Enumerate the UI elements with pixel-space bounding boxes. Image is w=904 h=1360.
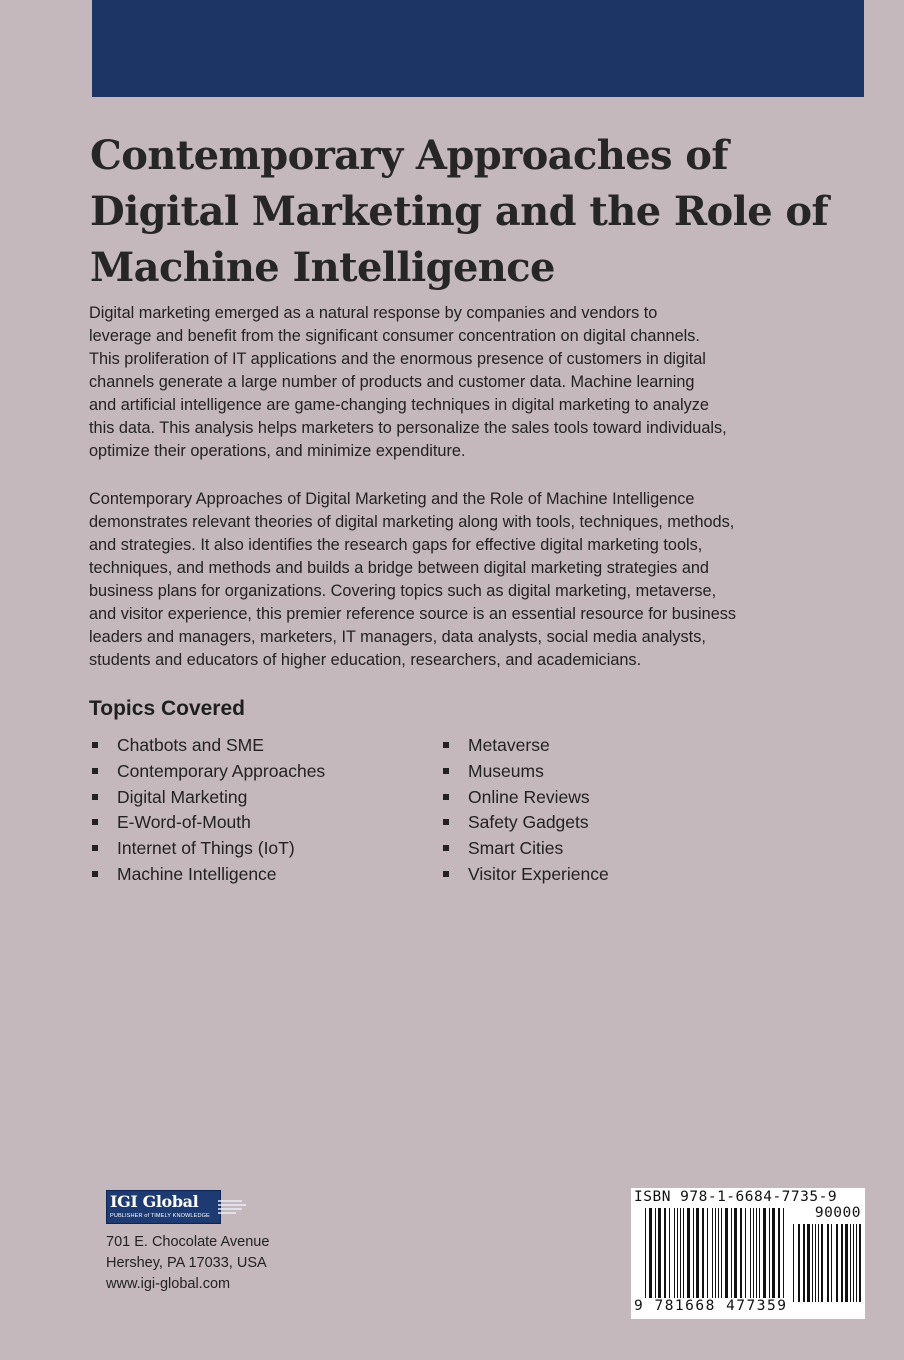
barcode-bar xyxy=(763,1208,766,1302)
barcode-bar xyxy=(680,1208,681,1302)
topic-label: Safety Gadgets xyxy=(468,812,589,833)
topic-label: Metaverse xyxy=(468,735,550,755)
topics-list-left xyxy=(92,733,325,888)
barcode-addon-digits: 90000 xyxy=(814,1205,861,1221)
barcode-bar xyxy=(850,1224,851,1302)
barcode-bar xyxy=(712,1208,713,1302)
barcode-bar xyxy=(721,1208,722,1302)
topic-item xyxy=(92,810,325,836)
barcode-bar xyxy=(734,1208,737,1302)
bullet-icon xyxy=(443,742,449,748)
barcode-bar xyxy=(669,1208,670,1302)
barcode-bar xyxy=(845,1224,848,1302)
barcode-bar xyxy=(715,1208,716,1302)
bullet-icon xyxy=(92,871,98,877)
barcode-bar xyxy=(827,1224,829,1302)
bullet-icon xyxy=(443,819,449,825)
description-line: optimize their operations, and minimize expenditure. xyxy=(89,442,466,460)
logo-wordmark: IGI Global xyxy=(110,1192,199,1211)
description-line: demonstrates relevant theories of digital marketing along with tools, techniques, methods, xyxy=(89,513,735,531)
topic-label: Internet of Things (IoT) xyxy=(117,838,295,859)
barcode-bar xyxy=(696,1208,699,1302)
barcode-bar xyxy=(818,1224,819,1302)
bullet-icon xyxy=(92,768,98,774)
topic-label: Visitor Experience xyxy=(468,863,609,884)
topic-item xyxy=(92,759,325,785)
topic-item xyxy=(443,785,609,811)
description-line: students and educators of higher education, researchers, and academicians. xyxy=(89,651,642,669)
topics-heading: Topics Covered xyxy=(89,697,245,720)
barcode-bar xyxy=(658,1208,661,1302)
topic-item xyxy=(443,733,609,759)
barcode-bar xyxy=(674,1208,675,1302)
barcode-bar xyxy=(683,1208,684,1302)
topic-item xyxy=(443,862,609,888)
barcode-bar xyxy=(677,1208,678,1302)
barcode-bar xyxy=(664,1208,666,1302)
ean-digits: 9 781668 477359 xyxy=(634,1298,788,1314)
top-color-band xyxy=(92,0,864,97)
barcode-bar xyxy=(725,1208,728,1302)
topic-label: Machine Intelligence xyxy=(117,863,277,884)
topic-label: E-Word-of-Mouth xyxy=(117,812,251,833)
description-line: channels generate a large number of products and customer data. Machine learning xyxy=(89,373,695,391)
bullet-icon xyxy=(443,794,449,800)
barcode-bar xyxy=(740,1208,742,1302)
barcode-bar xyxy=(853,1224,854,1302)
topic-item xyxy=(92,836,325,862)
description-line: this data. This analysis helps marketers to personalize the sales tools toward individuals, xyxy=(89,419,727,437)
barcode-bar xyxy=(778,1208,780,1302)
barcode-bar xyxy=(753,1208,754,1302)
description-line: and strategies. It also identifies the research gaps for effective digital marketing tools, xyxy=(89,536,703,554)
logo-box xyxy=(106,1190,221,1224)
barcode-bar xyxy=(702,1208,704,1302)
isbn-barcode xyxy=(631,1188,865,1319)
barcode-bar xyxy=(759,1208,760,1302)
topic-label: Contemporary Approaches xyxy=(117,760,326,781)
description-line: Digital marketing emerged as a natural response by companies and vendors to xyxy=(89,304,658,322)
barcode-bar xyxy=(783,1208,784,1302)
bullet-icon xyxy=(443,845,449,851)
barcode-bar xyxy=(693,1208,694,1302)
barcode-bar xyxy=(772,1208,775,1302)
title-line: Contemporary Approaches of xyxy=(90,132,728,179)
topic-item xyxy=(443,810,609,836)
isbn-label: ISBN 978-1-6684-7735-9 xyxy=(634,1189,838,1205)
topic-label: Smart Cities xyxy=(468,838,564,859)
topic-item xyxy=(443,759,609,785)
book-title xyxy=(90,128,850,296)
description-line: Contemporary Approaches of Digital Marketing and the Role of Machine Intelligence xyxy=(89,490,695,508)
barcode-bar xyxy=(769,1208,770,1302)
barcode-bar xyxy=(718,1208,719,1302)
barcode-bar xyxy=(745,1208,746,1302)
description-paragraph-2 xyxy=(89,488,829,672)
topic-label: Online Reviews xyxy=(468,786,590,807)
barcode-bar xyxy=(707,1208,708,1302)
website-link[interactable]: www.igi-global.com xyxy=(106,1276,231,1292)
bullet-icon xyxy=(92,742,98,748)
barcode-bar xyxy=(836,1224,838,1302)
barcode-bar xyxy=(750,1208,751,1302)
barcode-bar xyxy=(655,1208,656,1302)
publisher-address xyxy=(106,1232,269,1295)
logo-tagline: PUBLISHER of TIMELY KNOWLEDGE xyxy=(110,1213,210,1219)
title-line: Digital Marketing and the Role of xyxy=(90,188,829,235)
logo-swoosh-icon xyxy=(218,1198,248,1216)
barcode-bar xyxy=(856,1224,857,1302)
topic-label: Museums xyxy=(468,760,544,781)
topic-label: Chatbots and SME xyxy=(117,735,264,755)
topic-item xyxy=(92,785,325,811)
description-line: and artificial intelligence are game-changing techniques in digital marketing to analyze xyxy=(89,396,709,414)
barcode-bar xyxy=(841,1224,843,1302)
topic-item xyxy=(443,836,609,862)
address-line: Hershey, PA 17033, USA xyxy=(106,1255,267,1271)
barcode-bar xyxy=(649,1208,652,1302)
topic-label: Digital Marketing xyxy=(117,786,248,807)
barcode-bar xyxy=(731,1208,732,1302)
bullet-icon xyxy=(443,871,449,877)
barcode-bar xyxy=(645,1208,646,1302)
barcode-bar xyxy=(803,1224,805,1302)
description-line: leverage and benefit from the significant consumer concentration on digital channels. xyxy=(89,327,700,345)
barcode-bar xyxy=(812,1224,813,1302)
bullet-icon xyxy=(92,845,98,851)
barcode-bar xyxy=(815,1224,816,1302)
description-paragraph-1 xyxy=(89,302,829,463)
barcode-bar xyxy=(687,1208,690,1302)
description-line: techniques, and methods and builds a bridge between digital marketing strategies and xyxy=(89,559,709,577)
topic-item xyxy=(92,862,325,888)
description-line: and visitor experience, this premier reference source is an essential resource for business xyxy=(89,605,737,623)
topics-list-right xyxy=(443,733,609,888)
title-line: Machine Intelligence xyxy=(90,244,555,291)
bullet-icon xyxy=(92,794,98,800)
publisher-logo xyxy=(106,1190,246,1224)
barcode-bar xyxy=(821,1224,823,1302)
barcode-bar xyxy=(798,1224,800,1302)
barcode-bar xyxy=(793,1224,794,1302)
barcode-bar xyxy=(807,1224,810,1302)
description-line: This proliferation of IT applications and the enormous presence of customers in digital xyxy=(89,350,706,368)
barcode-bar xyxy=(859,1224,861,1302)
topic-item xyxy=(92,733,325,759)
description-line: business plans for organizations. Covering topics such as digital marketing, metaverse, xyxy=(89,582,717,600)
address-line: 701 E. Chocolate Avenue xyxy=(106,1234,270,1250)
barcode-bar xyxy=(831,1224,832,1302)
description-line: leaders and managers, marketers, IT managers, data analysts, social media analysts, xyxy=(89,628,706,646)
bullet-icon xyxy=(92,819,98,825)
bullet-icon xyxy=(443,768,449,774)
barcode-bar xyxy=(756,1208,757,1302)
